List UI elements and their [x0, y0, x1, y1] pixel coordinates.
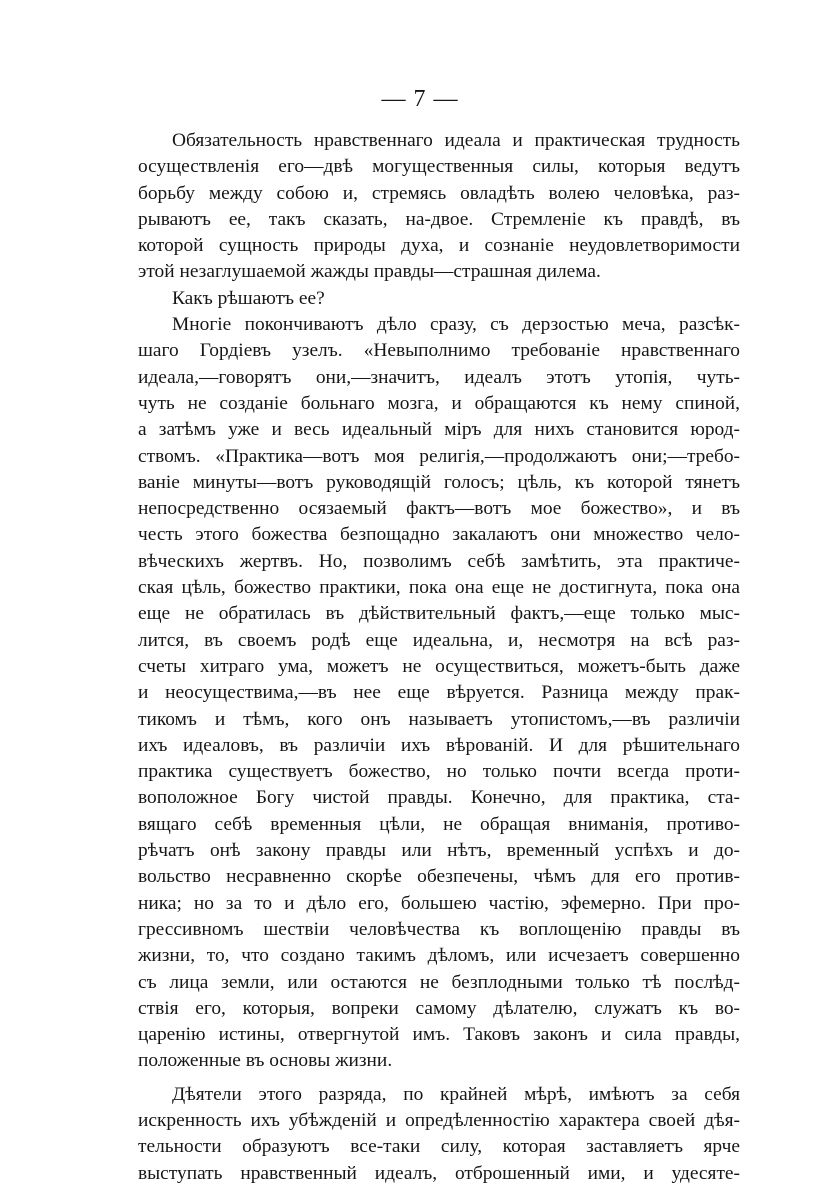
text-line: Обязательность нравственнаго идеала и практическая трудность — [172, 130, 740, 151]
text-line: лится, въ своемъ родѣ еще идеальна, и, несмотря на всѣ раз- — [138, 629, 740, 651]
text-line: борьбу между собою и, стремясь овладѣть волею человѣка, раз- — [138, 182, 740, 204]
paragraph — [138, 1082, 740, 1187]
text-line: идеала,—говорятъ они,—значитъ, идеалъ этотъ утопія, чуть- — [138, 366, 740, 388]
text-line: съ лица земли, или остаются не безплодными только тѣ послѣд- — [138, 971, 740, 993]
text-line: положенные въ основы жизни. — [138, 1050, 393, 1072]
text-line: ствомъ. «Практика—вотъ моя религія,—продолжаютъ они;—требо- — [138, 445, 740, 467]
text-line: Дѣятели этого разряда, по крайней мѣрѣ, имѣютъ за себя — [172, 1083, 740, 1105]
text-line: тельности образуютъ все-таки силу, которая заставляетъ ярче — [138, 1136, 740, 1158]
text-line: которой сущность природы духа, и сознаніе неудовлетворимости — [138, 235, 740, 257]
text-line: ствія его, которыя, вопреки самому дѣлателю, служатъ къ во- — [138, 997, 740, 1019]
text-line: практика существуетъ божество, но только почти всегда проти- — [138, 761, 740, 783]
text-line: жизни, то, что создано такимъ дѣломъ, или исчезаетъ совершенно — [138, 945, 740, 967]
text-line: этой незаглушаемой жажды правды—страшная дилема. — [138, 261, 601, 283]
text-line: выступать нравственный идеалъ, отброшенный ими, и удесяте- — [138, 1162, 740, 1184]
paragraph — [138, 128, 740, 286]
body-text — [138, 128, 740, 1187]
text-line: Какъ рѣшаютъ ее? — [172, 287, 325, 309]
text-line: честь этого божества безпощадно закалаютъ они множество чело- — [138, 524, 740, 546]
text-line: вольство несравненно скорѣе обезпечены, чѣмъ для его против- — [138, 866, 740, 888]
text-line: грессивномъ шествіи человѣчества къ воплощенію правды въ — [138, 918, 740, 940]
paragraph-gap — [138, 1075, 740, 1082]
text-line: воположное Богу чистой правды. Конечно, для практика, ста- — [138, 787, 740, 809]
text-line: рываютъ ее, такъ сказать, на-двое. Стремленіе къ правдѣ, въ — [138, 208, 740, 230]
text-line: рѣчатъ онѣ закону правды или нѣтъ, временный успѣхъ и до- — [138, 840, 740, 862]
page-number: — 7 — — [381, 86, 459, 112]
text-line: вящаго себѣ временныя цѣли, не обращая вниманія, противо- — [138, 813, 740, 835]
text-line: ника; но за то и дѣло его, большею частію, эфемерно. При про- — [138, 892, 740, 914]
paragraph — [138, 312, 740, 1075]
text-line: Многіе покончиваютъ дѣло сразу, съ дерзостью меча, разсѣк- — [172, 314, 740, 336]
text-line: ихъ идеаловъ, въ различіи ихъ вѣрованій. И для рѣшительнаго — [138, 734, 740, 756]
text-line: искренность ихъ убѣжденій и опредѣленностію характера своей дѣя- — [138, 1109, 740, 1131]
text-line: осуществленія его—двѣ могущественныя силы, которыя ведутъ — [138, 156, 740, 178]
text-line: царенію истины, отвергнутой имъ. Таковъ законъ и сила правды, — [138, 1024, 740, 1046]
text-line: а затѣмъ уже и весь идеальный міръ для нихъ становится юрод- — [138, 419, 740, 441]
text-line: непосредственно осязаемый фактъ—вотъ мое божество», и въ — [138, 498, 740, 520]
text-line: ваніе минуты—вотъ руководящій голосъ; цѣль, къ которой тянетъ — [138, 471, 740, 493]
text-line: и неосуществима,—въ нее еще вѣруется. Разница между прак- — [138, 682, 740, 704]
text-line: шаго Гордіевъ узелъ. «Невыполнимо требованіе нравственнаго — [138, 340, 740, 362]
text-line: ская цѣль, божество практики, пока она еще не достигнута, пока она — [138, 577, 740, 599]
text-line: еще не обратилась въ дѣйствительный фактъ,—еще только мыс- — [138, 603, 740, 625]
text-line: чуть не созданіе больнаго мозга, и обращаются къ нему спиной, — [138, 392, 740, 414]
text-line: счеты хитраго ума, можетъ не осуществиться, можетъ-быть даже — [138, 655, 740, 677]
text-line: вѣческихъ жертвъ. Но, позволимъ себѣ замѣтить, эта практиче- — [138, 550, 740, 572]
paragraph — [138, 286, 740, 312]
text-line: тикомъ и тѣмъ, кого онъ называетъ утопистомъ,—въ различіи — [138, 708, 740, 730]
